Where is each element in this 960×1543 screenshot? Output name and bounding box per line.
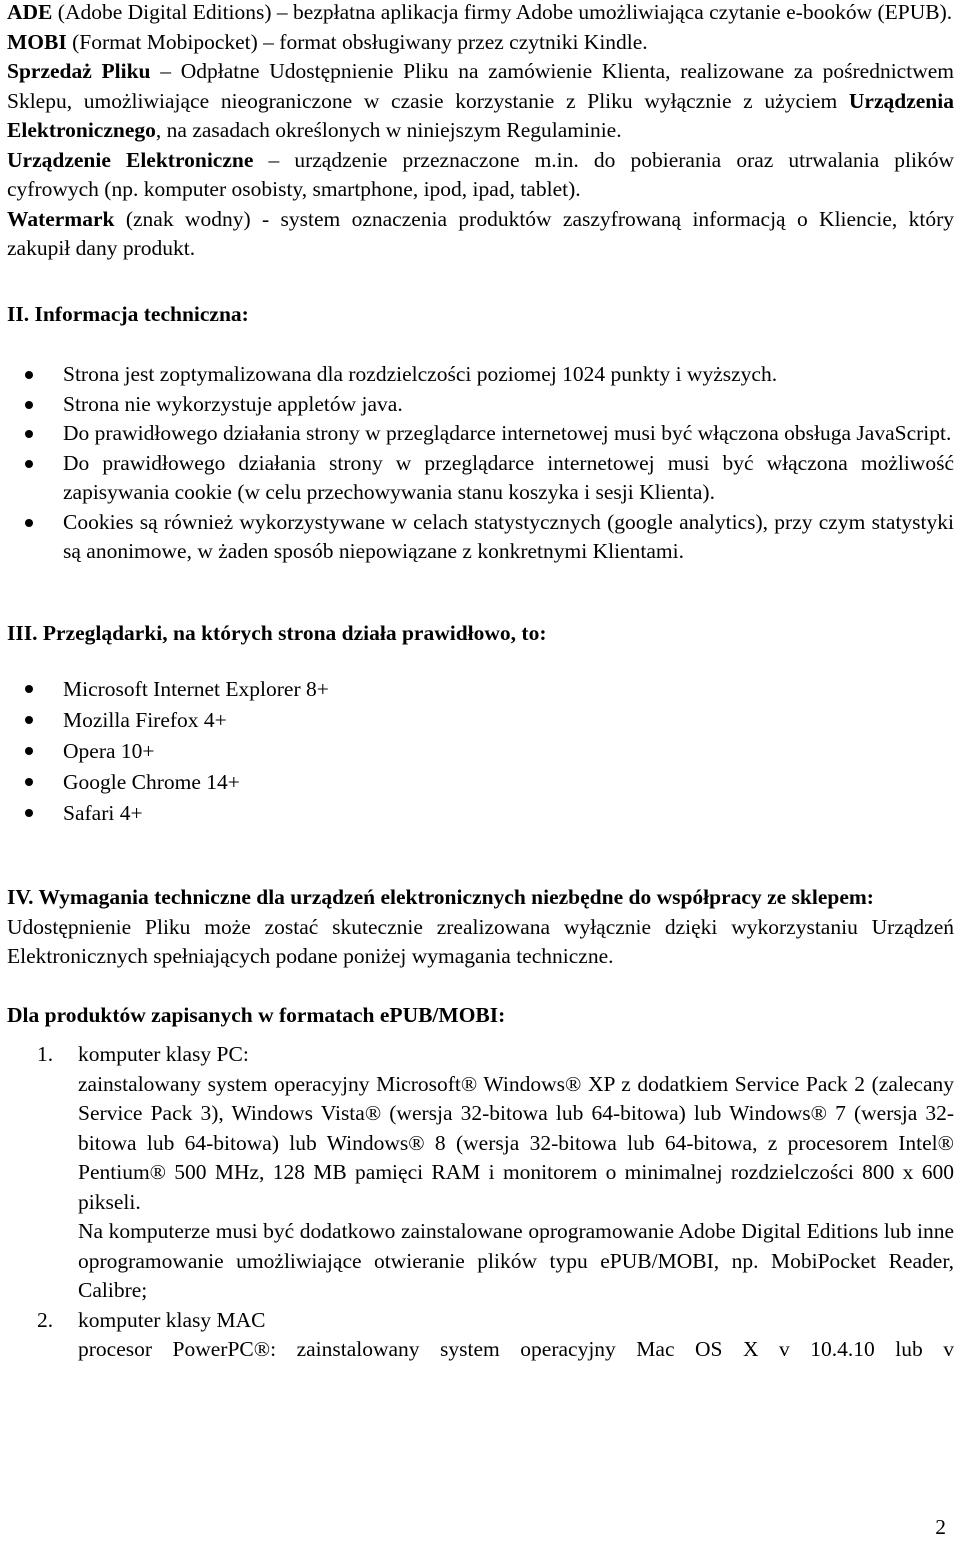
list-item: Strona nie wykorzystuje appletów java. — [7, 390, 954, 420]
list-number: 2. — [37, 1307, 54, 1332]
definition-term: ADE — [7, 0, 53, 24]
definition-text: – Odpłatne Udostępnienie Pliku na zamówienie Klienta, realizowane za pośrednictwem Sklepu, umożliwiające nieograniczone w czasie korzystanie z Pliku wyłącznie z użyciem — [7, 59, 954, 113]
technical-info-list — [7, 360, 954, 567]
definition-text: – urządzenie przeznaczone m.in. do pobierania oraz utrwalania plików cyfrowych (np. komputer osobisty, smartphone, ipod, ipad, tablet). — [7, 147, 954, 201]
item-text: Na komputerze musi być dodatkowo zainstalowane oprogramowanie Adobe Digital Editions lub inne oprogramowanie umożliwiające otwieranie plików typu ePUB/MOBI, np. MobiPocket Reader, Calibre; — [78, 1219, 954, 1302]
definition-ade — [7, 0, 954, 28]
definition-watermark — [7, 205, 954, 264]
definition-text: (Format Mobipocket) – format obsługiwany przez czytniki Kindle. — [66, 29, 648, 54]
bullet-icon — [25, 371, 33, 379]
page-number: 2 — [935, 1515, 946, 1539]
definition-text: , na zasadach określonych w niniejszym Regulaminie. — [155, 118, 622, 142]
definition-text: (Adobe Digital Editions) – bezpłatna aplikacja firmy Adobe umożliwiająca czytanie e-booków (EPUB). — [52, 0, 953, 24]
item-title: komputer klasy MAC — [78, 1307, 266, 1332]
definition-term: Urządzenie Elektroniczne — [7, 147, 254, 172]
list-item: Cookies są również wykorzystywane w celach statystycznych (google analytics), przy czym statystyki są anonimowe, w żaden sposób niepowiązane z konkretnymi Klientami. — [7, 508, 954, 567]
definition-text: (znak wodny) - system oznaczenia produktów zaszyfrowaną informacją o Kliencie, który zakupił dany produkt. — [7, 206, 954, 260]
item-text: procesor PowerPC®: zainstalowany system operacyjny Mac OS X v 10.4.10 lub v — [78, 1337, 954, 1361]
item-title: komputer klasy PC: — [78, 1042, 249, 1066]
document-page — [7, 0, 954, 1365]
bullet-icon — [25, 401, 33, 409]
bullet-icon — [25, 809, 33, 817]
definition-term: Watermark — [7, 206, 115, 231]
section-heading-requirements: IV. Wymagania techniczne dla urządzeń elektronicznych niezbędne do współpracy ze sklepem: — [7, 885, 874, 909]
list-item: Opera 10+ — [7, 736, 954, 767]
list-item-mac — [7, 1306, 954, 1365]
definition-term: Sprzedaż Pliku — [7, 59, 151, 83]
definition-urzadzenie-elektroniczne — [7, 146, 954, 205]
list-item: Safari 4+ — [7, 798, 954, 829]
item-text: zainstalowany system operacyjny Microsoft® Windows® XP z dodatkiem Service Pack 2 (zalecany Service Pack 3), Windows Vista® (wersja 32-bitowa lub 64-bitowa) lub Windows® 7 (wersja 32-bitowa lub 64-bitowa) lub Windows® 8 (wersja 32-bitowa lub 64-bitowa, z procesorem Intel® Pentium® 500 MHz, 128 MB pamięci RAM i monitorem o minimalnej rozdzielczości 800 x 600 pikseli. — [78, 1071, 954, 1214]
bullet-icon — [25, 519, 33, 527]
bullet-icon — [25, 716, 33, 724]
bullet-icon — [25, 430, 33, 438]
definition-sprzedaz-pliku — [7, 57, 954, 146]
requirements-intro: Udostępnienie Pliku może zostać skutecznie zrealizowana wyłącznie dzięki wykorzystaniu Urządzeń Elektronicznych spełniających podane poniżej wymagania techniczne. — [7, 914, 954, 968]
list-number: 1. — [37, 1042, 54, 1066]
bullet-icon — [25, 778, 33, 786]
bullet-icon — [25, 685, 33, 693]
bullet-icon — [25, 460, 33, 468]
list-item: Mozilla Firefox 4+ — [7, 705, 954, 736]
list-item: Microsoft Internet Explorer 8+ — [7, 674, 954, 705]
definition-term-inline: Urządzenia Elektronicznego — [7, 88, 954, 142]
requirements-list — [7, 1040, 954, 1365]
list-item-pc — [7, 1040, 954, 1306]
list-item: Google Chrome 14+ — [7, 767, 954, 798]
formats-subheading: Dla produktów zapisanych w formatach ePUB/MOBI: — [7, 1002, 506, 1027]
browser-list — [7, 674, 954, 829]
bullet-icon — [25, 747, 33, 755]
list-item: Strona jest zoptymalizowana dla rozdzielczości poziomej 1024 punkty i wyższych. — [7, 360, 954, 390]
section-heading-browsers: III. Przeglądarki, na których strona działa prawidłowo, to: — [7, 620, 547, 645]
list-item: Do prawidłowego działania strony w przeglądarce internetowej musi być włączona obsługa JavaScript. — [7, 419, 954, 449]
definition-mobi — [7, 28, 954, 58]
list-item: Do prawidłowego działania strony w przeglądarce internetowej musi być włączona możliwość zapisywania cookie (w celu przechowywania stanu koszyka i sesji Klienta). — [7, 449, 954, 508]
section-heading-technical-info: II. Informacja techniczna: — [7, 301, 249, 326]
definition-term: MOBI — [7, 29, 67, 54]
